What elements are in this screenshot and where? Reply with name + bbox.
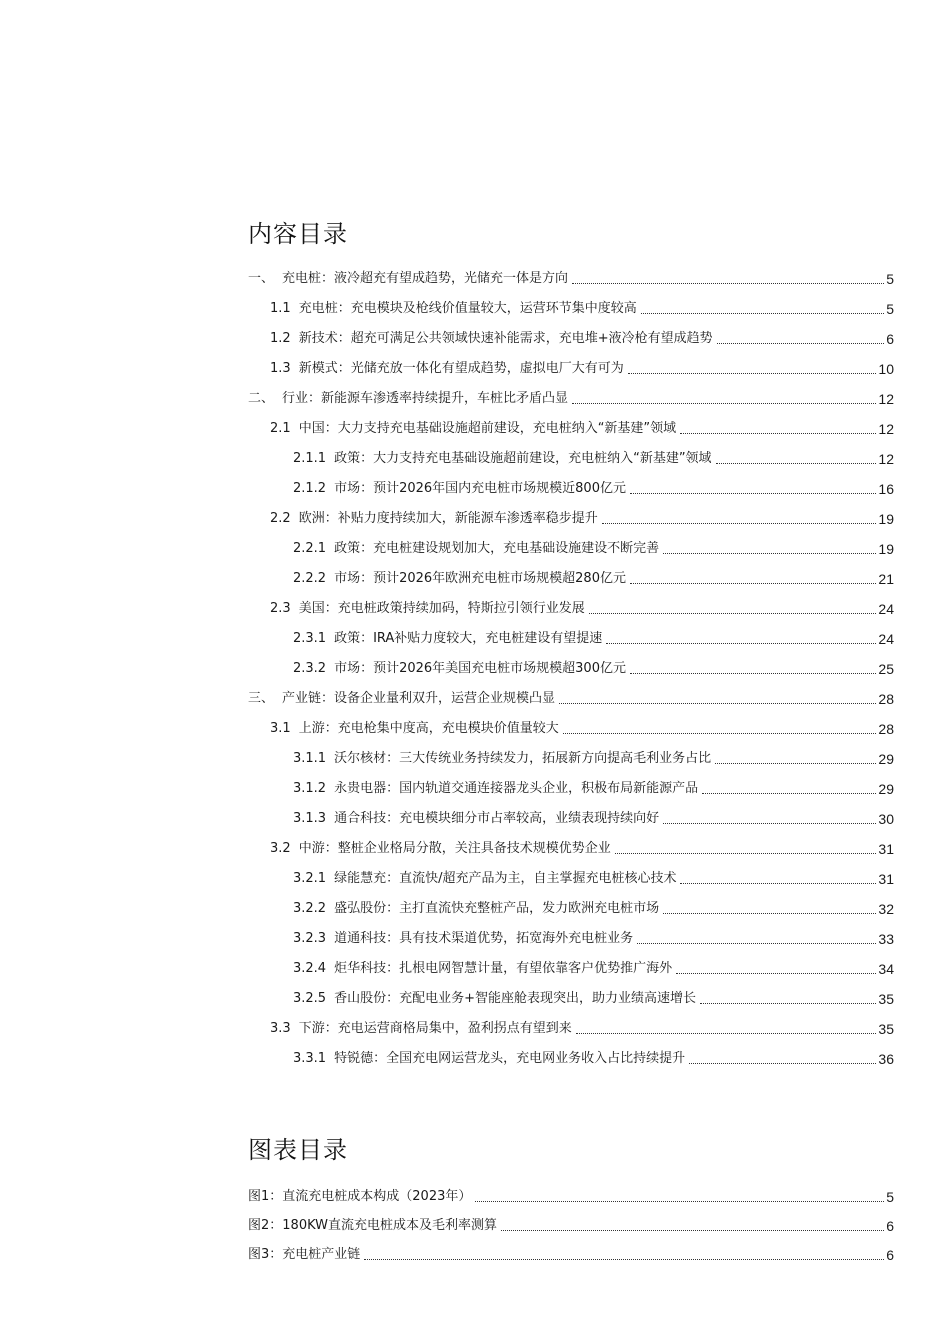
dot-leader <box>700 1003 876 1004</box>
toc-entry-title: 中游：整桩企业格局分散，关注具备技术规模优势企业 <box>298 841 611 856</box>
toc-entry[interactable] <box>248 977 894 1007</box>
toc-entry-number: 3.3.1 <box>293 1051 327 1066</box>
toc-entry-title: 中国：大力支持充电基础设施超前建设，充电桩纳入“新基建”领域 <box>298 421 677 436</box>
dot-leader <box>572 283 884 284</box>
toc-entry-number: 3.1 <box>270 721 291 736</box>
dot-leader <box>630 583 876 584</box>
toc-entry-title: 美国：充电桩政策持续加码，特斯拉引领行业发展 <box>298 601 585 616</box>
toc-entry-number: 一、 <box>248 271 275 286</box>
toc-entry-title: 充电桩：充电模块及枪线价值量较大，运营环节集中度较高 <box>298 301 637 316</box>
toc-entry[interactable] <box>248 287 894 317</box>
toc-entry[interactable] <box>248 707 894 737</box>
dot-leader <box>615 853 877 854</box>
toc-entry[interactable] <box>248 737 894 767</box>
dot-leader <box>689 1063 876 1064</box>
toc-entry[interactable] <box>248 317 894 347</box>
dot-leader <box>676 973 876 974</box>
toc-entry-title: 新模式：光储充放一体化有望成趋势，虚拟电厂大有可为 <box>298 361 624 376</box>
figure-entry-title: 充电桩产业链 <box>282 1247 361 1262</box>
toc-entry-title: 市场：预计2026年美国充电桩市场规模超300亿元 <box>334 661 626 676</box>
toc-entry-page: 30 <box>878 811 894 827</box>
toc-entry[interactable] <box>248 827 894 857</box>
toc-entry[interactable] <box>248 527 894 557</box>
toc-entry-title: 绿能慧充：直流快/超充产品为主，自主掌握充电桩核心技术 <box>334 871 677 886</box>
toc-entry-page: 19 <box>878 541 894 557</box>
toc-entry-page: 24 <box>878 631 894 647</box>
dot-leader <box>680 883 876 884</box>
toc-entry-title: 市场：预计2026年国内充电桩市场规模近800亿元 <box>334 481 626 496</box>
toc-entry-page: 24 <box>878 601 894 617</box>
toc-entry-title: 政策：充电桩建设规划加大，充电基础设施建设不断完善 <box>334 541 660 556</box>
toc-entry-number: 2.2.2 <box>293 571 327 586</box>
toc-entry[interactable] <box>248 437 894 467</box>
dot-leader <box>717 343 885 344</box>
dot-leader <box>576 1033 877 1034</box>
toc-entry-number: 3.3 <box>270 1021 291 1036</box>
toc-entry[interactable] <box>248 647 894 677</box>
toc-entry-number: 3.1.2 <box>293 781 327 796</box>
figure-list <box>248 1176 894 1263</box>
toc-entry-number: 1.2 <box>270 331 291 346</box>
toc-list <box>248 257 894 1067</box>
dot-leader <box>641 313 885 314</box>
toc-entry-title: 炬华科技：扎根电网智慧计量，有望依靠客户优势推广海外 <box>334 961 673 976</box>
dot-leader <box>715 763 876 764</box>
toc-entry-page: 28 <box>878 691 894 707</box>
toc-entry-page: 10 <box>878 361 894 377</box>
dot-leader <box>680 433 876 434</box>
toc-entry-page: 34 <box>878 961 894 977</box>
toc-entry[interactable] <box>248 587 894 617</box>
dot-leader <box>606 643 876 644</box>
dot-leader <box>630 493 876 494</box>
figure-entry-title: 180KW直流充电桩成本及毛利率测算 <box>282 1218 498 1233</box>
toc-entry-number: 3.2.2 <box>293 901 327 916</box>
dot-leader <box>716 463 877 464</box>
dot-leader <box>663 913 876 914</box>
figure-entry-label: 图1： <box>248 1189 283 1204</box>
toc-entry-number: 3.2.5 <box>293 991 327 1006</box>
toc-entry-number: 1.3 <box>270 361 291 376</box>
dot-leader <box>559 703 876 704</box>
toc-entry-title: 行业：新能源车渗透率持续提升，车桩比矛盾凸显 <box>282 391 569 406</box>
toc-entry-title: 政策：IRA补贴力度较大，充电桩建设有望提速 <box>334 631 603 646</box>
toc-entry[interactable] <box>248 557 894 587</box>
toc-entry-title: 欧洲：补贴力度持续加大，新能源车渗透率稳步提升 <box>298 511 598 526</box>
dot-leader <box>563 733 877 734</box>
toc-entry-number: 1.1 <box>270 301 291 316</box>
toc-title: 内容目录 <box>248 220 348 248</box>
toc-entry-page: 12 <box>878 391 894 407</box>
toc-entry[interactable] <box>248 887 894 917</box>
toc-entry-number: 2.2 <box>270 511 291 526</box>
toc-entry[interactable] <box>248 677 894 707</box>
toc-entry[interactable] <box>248 1007 894 1037</box>
toc-entry-number: 2.3.1 <box>293 631 327 646</box>
figure-entry-page: 5 <box>886 1189 894 1205</box>
toc-entry[interactable] <box>248 947 894 977</box>
toc-entry-title: 香山股份：充配电业务+智能座舱表现突出，助力业绩高速增长 <box>334 991 696 1006</box>
toc-entry-page: 19 <box>878 511 894 527</box>
figure-entry-title: 直流充电桩成本构成（2023年） <box>282 1189 472 1204</box>
toc-entry-page: 31 <box>878 841 894 857</box>
toc-entry[interactable] <box>248 797 894 827</box>
toc-entry-number: 二、 <box>248 391 275 406</box>
figure-entry-label: 图3： <box>248 1247 283 1262</box>
toc-entry-title: 市场：预计2026年欧洲充电桩市场规模超280亿元 <box>334 571 626 586</box>
toc-entry-page: 36 <box>878 1051 894 1067</box>
toc-entry-page: 6 <box>886 331 894 347</box>
toc-entry-title: 特锐德：全国充电网运营龙头，充电网业务收入占比持续提升 <box>334 1051 686 1066</box>
toc-entry-page: 5 <box>886 271 894 287</box>
toc-entry-page: 31 <box>878 871 894 887</box>
toc-entry-page: 16 <box>878 481 894 497</box>
dot-leader <box>602 523 877 524</box>
figure-entry[interactable] <box>248 1205 894 1234</box>
toc-entry-page: 12 <box>878 451 894 467</box>
figure-entry-page: 6 <box>886 1218 894 1234</box>
figure-entry-page: 6 <box>886 1247 894 1263</box>
dot-leader <box>501 1230 884 1231</box>
figure-entry-label: 图2： <box>248 1218 283 1233</box>
toc-entry-title: 下游：充电运营商格局集中，盈利拐点有望到来 <box>298 1021 572 1036</box>
figures-title: 图表目录 <box>248 1136 348 1164</box>
toc-entry-page: 29 <box>878 751 894 767</box>
toc-entry-page: 12 <box>878 421 894 437</box>
toc-entry-title: 道通科技：具有技术渠道优势，拓宽海外充电桩业务 <box>334 931 634 946</box>
toc-entry[interactable] <box>248 257 894 287</box>
toc-entry[interactable] <box>248 767 894 797</box>
toc-entry[interactable] <box>248 857 894 887</box>
toc-entry-title: 盛弘股份：主打直流快充整桩产品，发力欧洲充电桩市场 <box>334 901 660 916</box>
toc-entry[interactable] <box>248 467 894 497</box>
toc-entry-page: 32 <box>878 901 894 917</box>
toc-entry-number: 3.2.4 <box>293 961 327 976</box>
toc-entry-title: 通合科技：充电模块细分市占率较高，业绩表现持续向好 <box>334 811 660 826</box>
dot-leader <box>572 403 876 404</box>
toc-entry-number: 2.3.2 <box>293 661 327 676</box>
toc-entry-page: 28 <box>878 721 894 737</box>
toc-entry-number: 2.1.1 <box>293 451 327 466</box>
toc-entry-page: 35 <box>878 1021 894 1037</box>
toc-entry-title: 政策：大力支持充电基础设施超前建设，充电桩纳入“新基建”领域 <box>334 451 712 466</box>
figure-entry[interactable] <box>248 1234 894 1263</box>
toc-entry-number: 3.1.1 <box>293 751 327 766</box>
toc-entry-page: 29 <box>878 781 894 797</box>
toc-entry-page: 33 <box>878 931 894 947</box>
dot-leader <box>663 823 876 824</box>
toc-entry-number: 3.2 <box>270 841 291 856</box>
figure-entry[interactable] <box>248 1176 894 1205</box>
toc-entry[interactable] <box>248 497 894 527</box>
dot-leader <box>663 553 876 554</box>
dot-leader <box>637 943 876 944</box>
toc-entry-number: 2.3 <box>270 601 291 616</box>
toc-entry-title: 上游：充电枪集中度高，充电模块价值量较大 <box>298 721 559 736</box>
toc-entry-number: 2.1 <box>270 421 291 436</box>
toc-entry-number: 3.1.3 <box>293 811 327 826</box>
toc-entry-page: 25 <box>878 661 894 677</box>
dot-leader <box>589 613 877 614</box>
toc-entry-page: 21 <box>878 571 894 587</box>
toc-entry-number: 2.1.2 <box>293 481 327 496</box>
dot-leader <box>475 1201 884 1202</box>
toc-entry-title: 永贵电器：国内轨道交通连接器龙头企业，积极布局新能源产品 <box>334 781 699 796</box>
toc-entry[interactable] <box>248 1037 894 1067</box>
toc-entry-number: 3.2.1 <box>293 871 327 886</box>
toc-entry[interactable] <box>248 407 894 437</box>
toc-entry-title: 新技术：超充可满足公共领域快速补能需求，充电堆+液冷枪有望成趋势 <box>298 331 713 346</box>
toc-entry-title: 沃尔核材：三大传统业务持续发力，拓展新方向提高毛利业务占比 <box>334 751 712 766</box>
dot-leader <box>630 673 876 674</box>
toc-entry-number: 三、 <box>248 691 275 706</box>
toc-entry-title: 产业链：设备企业量利双升，运营企业规模凸显 <box>282 691 556 706</box>
toc-entry-page: 5 <box>886 301 894 317</box>
dot-leader <box>364 1259 884 1260</box>
dot-leader <box>628 373 877 374</box>
toc-entry[interactable] <box>248 347 894 377</box>
toc-entry-title: 充电桩：液冷超充有望成趋势，光储充一体是方向 <box>282 271 569 286</box>
dot-leader <box>702 793 876 794</box>
toc-entry[interactable] <box>248 617 894 647</box>
toc-entry-number: 3.2.3 <box>293 931 327 946</box>
toc-entry-page: 35 <box>878 991 894 1007</box>
toc-entry[interactable] <box>248 377 894 407</box>
toc-entry[interactable] <box>248 917 894 947</box>
toc-entry-number: 2.2.1 <box>293 541 327 556</box>
